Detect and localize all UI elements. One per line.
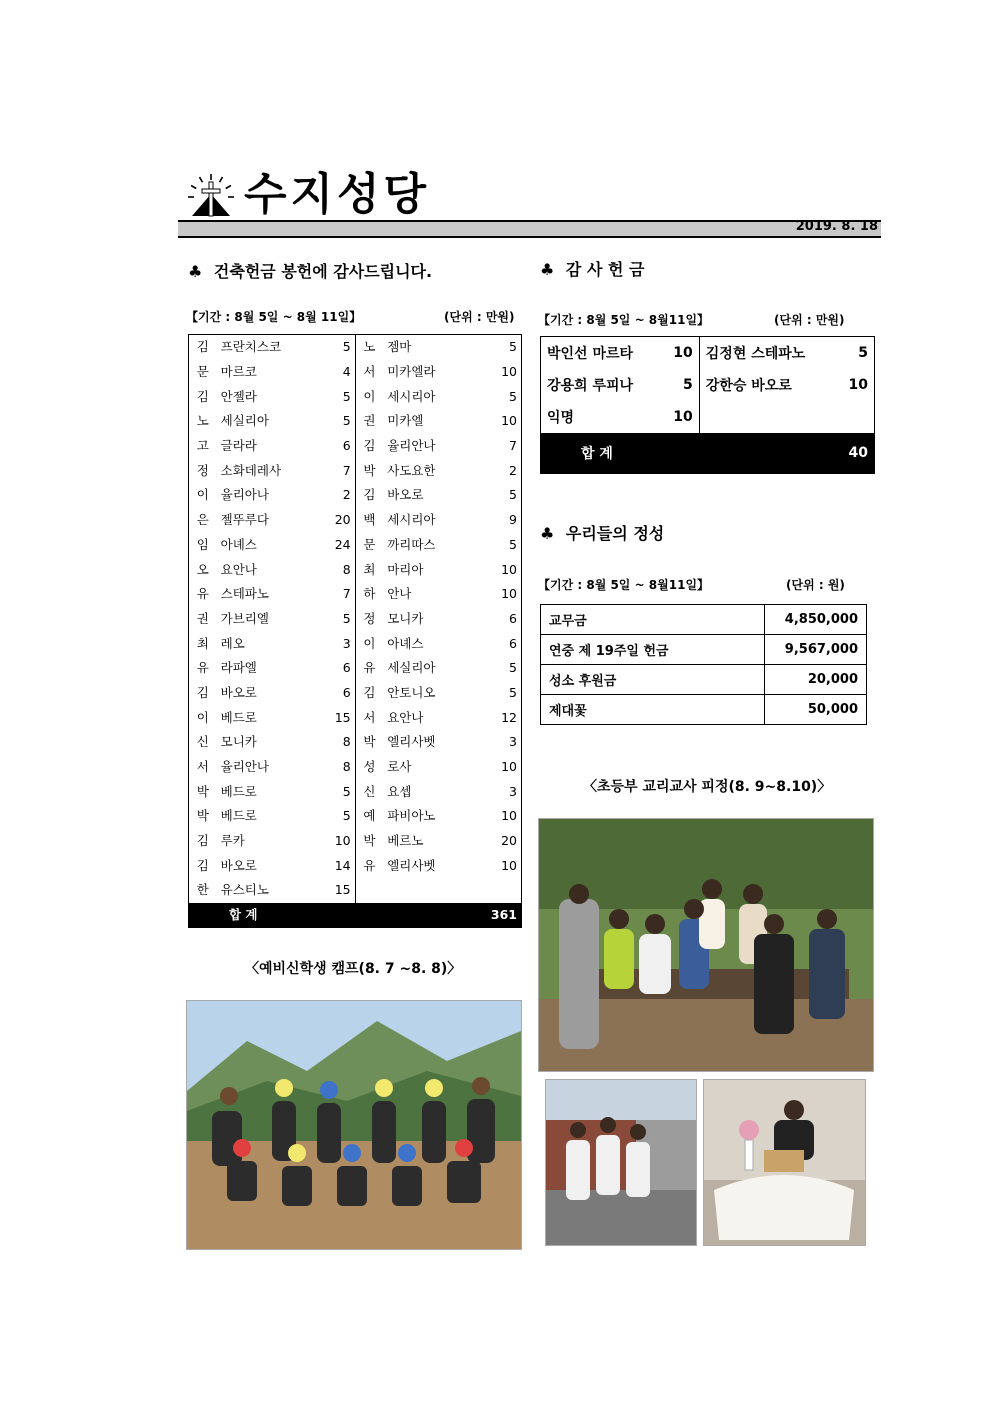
donor-surname: 권 — [196, 610, 209, 626]
donor-surname: 김 — [196, 857, 209, 873]
thanks-offering-table — [540, 336, 875, 474]
table-row — [189, 681, 522, 706]
donor-surname: 오 — [196, 561, 209, 577]
table-row — [541, 605, 867, 635]
donor-name: 아녜스 — [387, 635, 424, 651]
donor-name: 율리안나 — [220, 759, 269, 775]
donor-name: 안나 — [387, 586, 412, 602]
donation-amount: 15 — [317, 878, 355, 903]
donation-amount: 10 — [501, 561, 517, 577]
donation-amount: 24 — [317, 533, 355, 558]
donor-surname: 김 — [363, 438, 376, 454]
donation-amount: 5 — [317, 335, 355, 360]
camp-caption: 〈예비신학생 캠프(8. 7 ~8. 8)〉 — [245, 961, 462, 977]
donor-surname: 정 — [196, 462, 209, 478]
donation-amount: 6 — [509, 635, 517, 651]
donor-name: 요안나 — [220, 561, 257, 577]
donation-amount: 7 — [509, 438, 517, 454]
table-row — [189, 533, 522, 558]
table-row — [189, 878, 522, 903]
donation-amount: 5 — [509, 536, 517, 552]
donor-name: 파비아노 — [387, 808, 436, 824]
donor-surname: 김 — [196, 388, 209, 404]
donor-surname: 김 — [196, 339, 209, 355]
thanks-offering-period: 【기간 : 8월 5일 ~ 8월11일】 — [538, 313, 710, 327]
donor-name: 안젤라 — [220, 388, 257, 404]
donation-amount: 8 — [317, 730, 355, 755]
donation-amount: 5 — [509, 388, 517, 404]
donor-name: 베드로 — [220, 808, 257, 824]
camp-group-photo — [186, 1000, 522, 1250]
donor-surname: 권 — [363, 413, 376, 429]
donor-name: 강용희 루피나 — [547, 378, 634, 394]
building-fund-unit: (단위 : 만원) — [444, 310, 515, 324]
header-rule — [178, 220, 881, 238]
table-row — [189, 829, 522, 854]
donation-amount: 5 — [509, 487, 517, 503]
donor-name: 글라라 — [220, 438, 257, 454]
table-row — [541, 337, 875, 370]
donation-amount: 10 — [501, 808, 517, 824]
table-row — [189, 434, 522, 459]
donor-surname: 정 — [363, 610, 376, 626]
table-row — [189, 458, 522, 483]
donation-amount: 2 — [317, 483, 355, 508]
donation-amount: 10 — [501, 857, 517, 873]
offering-amount: 50,000 — [765, 695, 867, 725]
club-icon: ♣ — [188, 262, 203, 281]
donor-surname: 김 — [363, 487, 376, 503]
teacher-retreat-photo-3 — [703, 1079, 866, 1246]
donor-surname: 박 — [363, 734, 376, 750]
donor-name: 가브리엘 — [220, 610, 269, 626]
donor-name: 박인선 마르타 — [547, 346, 634, 362]
donor-surname: 유 — [196, 586, 209, 602]
donor-name: 마르코 — [220, 364, 257, 380]
donor-name: 소화데레사 — [220, 462, 282, 478]
donor-name: 루카 — [220, 833, 245, 849]
donation-amount: 10 — [501, 759, 517, 775]
issue-date: 2019. 8. 18 — [795, 219, 878, 234]
donation-amount: 14 — [317, 853, 355, 878]
donor-name: 바오로 — [387, 487, 424, 503]
donation-amount: 8 — [317, 557, 355, 582]
donor-surname: 박 — [196, 783, 209, 799]
table-row — [189, 755, 522, 780]
donation-amount — [482, 878, 521, 903]
club-icon: ♣ — [540, 524, 555, 543]
donor-surname: 임 — [196, 536, 209, 552]
table-row — [189, 853, 522, 878]
donor-name: 미카엘 — [387, 413, 424, 429]
offerings-heading: ♣ 우리들의 정성 — [540, 524, 665, 543]
donation-amount: 5 — [317, 779, 355, 804]
donor-surname: 유 — [363, 660, 376, 676]
donor-name: 바오로 — [220, 857, 257, 873]
donor-surname: 유 — [363, 857, 376, 873]
offering-amount: 9,567,000 — [765, 635, 867, 665]
table-row — [189, 607, 522, 632]
donor-surname: 김 — [196, 833, 209, 849]
donation-amount: 10 — [660, 337, 699, 370]
donation-amount: 3 — [317, 631, 355, 656]
donation-amount: 2 — [509, 462, 517, 478]
donation-amount: 20 — [317, 508, 355, 533]
donation-amount: 6 — [317, 656, 355, 681]
club-icon: ♣ — [540, 260, 555, 279]
donor-surname: 유 — [196, 660, 209, 676]
donor-name: 율리안나 — [387, 438, 436, 454]
donor-surname: 이 — [196, 709, 209, 725]
donor-surname: 백 — [363, 512, 376, 528]
donor-surname: 노 — [363, 339, 376, 355]
donor-surname: 최 — [363, 561, 376, 577]
donor-name: 세시리아 — [387, 388, 436, 404]
table-row — [541, 369, 875, 401]
table-row — [189, 779, 522, 804]
donation-amount: 3 — [509, 734, 517, 750]
donor-name: 모니카 — [387, 610, 424, 626]
donation-amount: 4 — [317, 360, 355, 385]
donor-surname: 이 — [363, 635, 376, 651]
donor-name: 세시리아 — [387, 512, 436, 528]
donation-amount: 20 — [501, 833, 517, 849]
donor-name: 세실리아 — [220, 413, 269, 429]
donation-amount: 10 — [848, 377, 868, 393]
table-row — [189, 804, 522, 829]
thanks-offering-unit: (단위 : 만원) — [774, 313, 845, 327]
donation-amount: 7 — [317, 458, 355, 483]
spacer — [317, 903, 483, 928]
donor-name: 세실리아 — [387, 660, 436, 676]
table-row — [189, 384, 522, 409]
table-row — [189, 508, 522, 533]
donor-surname: 신 — [196, 734, 209, 750]
total-row — [541, 433, 875, 474]
donor-surname: 서 — [363, 364, 376, 380]
table-row — [541, 401, 875, 433]
page-title: 수지성당 — [244, 169, 431, 220]
donor-name: 까리따스 — [387, 536, 436, 552]
donation-amount: 10 — [501, 586, 517, 602]
donor-surname: 서 — [196, 759, 209, 775]
donor-surname: 서 — [363, 709, 376, 725]
offerings-table — [540, 604, 867, 725]
donor-name: 라파엘 — [220, 660, 257, 676]
donor-name: 베르노 — [387, 833, 424, 849]
table-row — [189, 631, 522, 656]
donor-name: 스테파노 — [220, 586, 269, 602]
donation-amount — [836, 401, 875, 433]
donor-name: 마리아 — [387, 561, 424, 577]
donation-amount: 9 — [509, 512, 517, 528]
donor-surname: 신 — [363, 783, 376, 799]
donor-surname: 성 — [363, 759, 376, 775]
donor-name: 아녜스 — [220, 536, 257, 552]
table-row — [189, 360, 522, 385]
table-row — [541, 695, 867, 725]
table-row — [189, 335, 522, 360]
donor-name: 율리아나 — [220, 487, 269, 503]
table-row — [541, 665, 867, 695]
parish-logo-icon — [186, 172, 236, 222]
donor-name: 미카엘라 — [387, 364, 436, 380]
spacer — [660, 433, 835, 474]
building-fund-table — [188, 334, 522, 928]
donor-name: 유스티노 — [220, 882, 269, 898]
donor-surname: 김 — [363, 684, 376, 700]
donor-name: 레오 — [220, 635, 245, 651]
total-value: 40 — [836, 433, 875, 474]
donor-name: 안토니오 — [387, 684, 436, 700]
donation-amount: 10 — [501, 364, 517, 380]
offering-type: 제대꽃 — [541, 695, 765, 725]
donor-name: 젤뚜루다 — [220, 512, 269, 528]
table-row — [189, 656, 522, 681]
total-value: 361 — [482, 903, 521, 928]
building-fund-heading: ♣ 건축헌금 봉헌에 감사드립니다. — [188, 262, 433, 281]
donation-amount: 5 — [317, 804, 355, 829]
offering-type: 교무금 — [541, 605, 765, 635]
donation-amount: 5 — [660, 369, 699, 401]
donor-surname: 예 — [363, 808, 376, 824]
donor-name: 사도요한 — [387, 462, 436, 478]
donation-amount: 5 — [509, 339, 517, 355]
offering-type: 성소 후원금 — [541, 665, 765, 695]
donor-surname: 김 — [196, 684, 209, 700]
donor-name — [699, 401, 835, 433]
donation-amount: 5 — [509, 684, 517, 700]
donor-surname: 한 — [196, 882, 209, 898]
teacher-retreat-photo-2 — [545, 1079, 697, 1246]
donor-name — [379, 878, 482, 903]
table-row — [189, 730, 522, 755]
thanks-offering-heading: ♣ 감 사 헌 금 — [540, 260, 645, 279]
donation-amount: 6 — [509, 610, 517, 626]
donation-amount: 8 — [317, 755, 355, 780]
donor-name: 요셉 — [387, 783, 412, 799]
offerings-period: 【기간 : 8월 5일 ~ 8월11일】 — [538, 578, 710, 592]
donor-name: 로사 — [387, 759, 412, 775]
offering-amount: 20,000 — [765, 665, 867, 695]
table-row — [189, 557, 522, 582]
donation-amount: 5 — [317, 409, 355, 434]
donor-surname: 문 — [363, 536, 376, 552]
donor-name: 엘리사벳 — [387, 857, 436, 873]
donation-amount: 5 — [317, 607, 355, 632]
donation-amount: 10 — [660, 401, 699, 433]
donor-name: 프란치스코 — [220, 339, 282, 355]
donor-surname: 이 — [196, 487, 209, 503]
total-row — [189, 903, 522, 928]
offerings-unit: (단위 : 원) — [786, 578, 845, 592]
donor-name: 바오로 — [220, 684, 257, 700]
donor-name: 요안나 — [387, 709, 424, 725]
donor-surname: 박 — [196, 808, 209, 824]
donor-name: 강한승 바오로 — [705, 378, 792, 394]
donor-name: 김정현 스테파노 — [705, 346, 806, 362]
offering-type: 연중 제 19주일 헌금 — [541, 635, 765, 665]
donor-surname: 은 — [196, 512, 209, 528]
table-row — [189, 409, 522, 434]
donor-name: 베드로 — [220, 709, 257, 725]
total-label: 합 계 — [189, 903, 317, 928]
donor-surname: 박 — [363, 833, 376, 849]
donor-surname: 이 — [363, 388, 376, 404]
donation-amount: 5 — [509, 660, 517, 676]
donation-amount: 12 — [501, 709, 517, 725]
total-label: 합 계 — [541, 433, 661, 474]
donation-amount: 3 — [509, 783, 517, 799]
donation-amount: 5 — [317, 384, 355, 409]
building-fund-period: 【기간 : 8월 5일 ~ 8월 11일】 — [186, 310, 362, 324]
table-row — [189, 705, 522, 730]
table-row — [541, 635, 867, 665]
donor-surname: 노 — [196, 413, 209, 429]
donation-amount: 10 — [501, 413, 517, 429]
donor-surname: 하 — [363, 586, 376, 602]
donation-amount: 7 — [317, 582, 355, 607]
donor-surname: 최 — [196, 635, 209, 651]
donor-surname: 문 — [196, 364, 209, 380]
table-row — [189, 483, 522, 508]
donor-name: 젬마 — [387, 339, 412, 355]
donation-amount: 5 — [858, 345, 868, 361]
teacher-retreat-caption: 〈초등부 교리교사 피정(8. 9~8.10)〉 — [583, 779, 832, 795]
donation-amount: 6 — [317, 434, 355, 459]
donor-surname — [355, 878, 379, 903]
donor-name: 베드로 — [220, 783, 257, 799]
donation-amount: 15 — [317, 705, 355, 730]
donor-name: 모니카 — [220, 734, 257, 750]
donation-amount: 6 — [317, 681, 355, 706]
teacher-retreat-group-photo — [538, 818, 874, 1072]
donor-surname: 박 — [363, 462, 376, 478]
donor-name: 익명 — [547, 410, 575, 426]
table-row — [189, 582, 522, 607]
offering-amount: 4,850,000 — [765, 605, 867, 635]
donor-surname: 고 — [196, 438, 209, 454]
donation-amount: 10 — [317, 829, 355, 854]
donor-name: 엘리사벳 — [387, 734, 436, 750]
